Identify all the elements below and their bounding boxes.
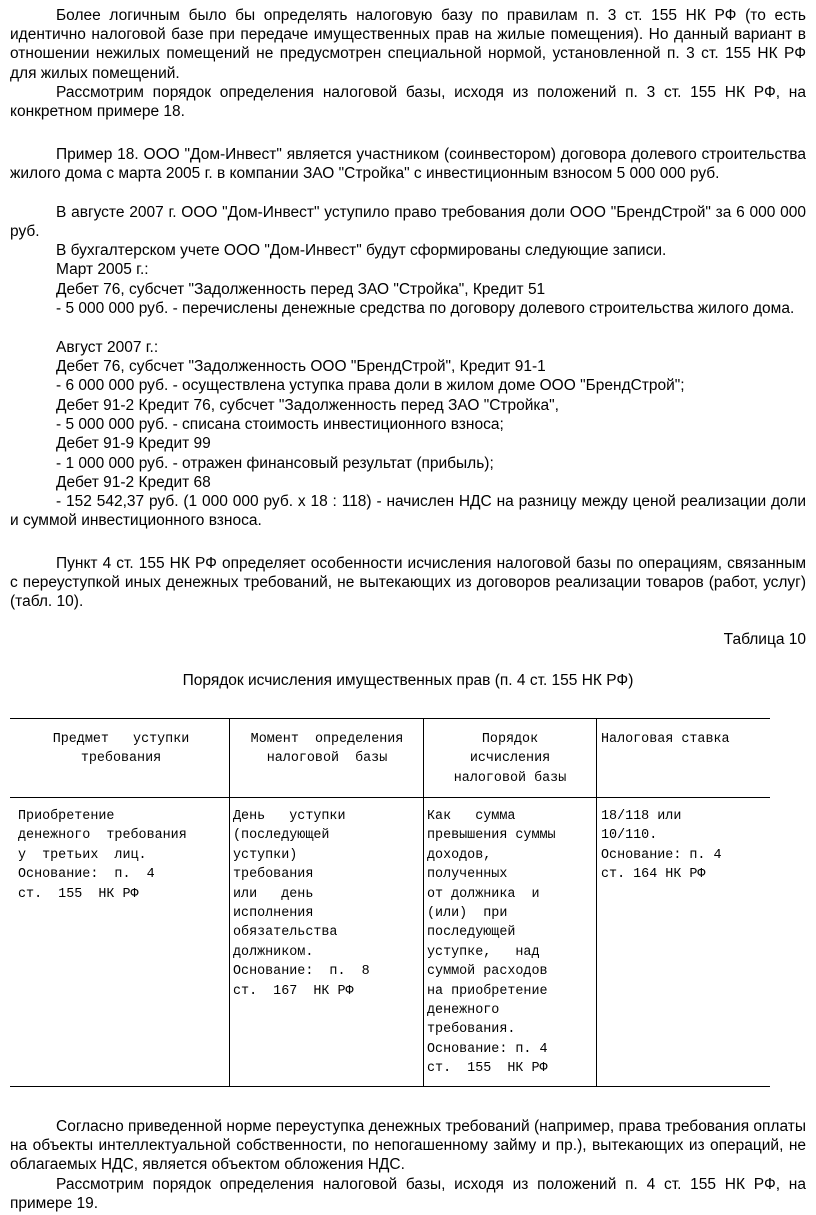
table-cell-subject: Приобретение денежного требования у третьих лиц. Основание: п. 4 ст. 155 НК РФ	[18, 809, 187, 902]
paragraph-according-to-norm: Согласно приведенной норме переуступка денежных требований (например, права требования оплаты на объекты интеллектуальной собственности, по непогашенному займу и пр.), вытекающих из операций, не облагаемых НДС, является объектом обложения НДС.	[10, 1118, 806, 1174]
table-cell-moment: День уступки (последующей уступки) требования или день исполнения обязательства должником. Основание: п. 8 ст. 167 НК РФ	[233, 809, 370, 999]
paragraph-consider-example-19: Рассмотрим порядок определения налоговой базы, исходя из положений п. 4 ст. 155 НК РФ, на примере 19.	[10, 1176, 806, 1213]
table-cell-rate: 18/118 или 10/110. Основание: п. 4 ст. 164 НК РФ	[601, 809, 722, 883]
paragraph-vat-accrued: - 152 542,37 руб. (1 000 000 руб. х 18 : 118) - начислен НДС на разницу между ценой реализации доли и суммой инвестиционного взноса.	[10, 493, 806, 530]
paragraph-august-2007: В августе 2007 г. ООО "Дом-Инвест" уступило право требования доли ООО "БрендСтрой" за 6 000 000 руб.	[10, 204, 806, 241]
paragraph-consider-example-18: Рассмотрим порядок определения налоговой базы, исходя из положений п. 3 ст. 155 НК РФ, на конкретном примере 18.	[10, 84, 806, 121]
line-debit-76-credit-51: Дебет 76, субсчет "Задолженность перед ЗАО "Стройка", Кредит 51	[56, 281, 546, 298]
line-debit-76-credit-91-1: Дебет 76, субсчет "Задолженность ООО "БрендСтрой", Кредит 91-1	[56, 358, 546, 375]
paragraph-5000000-transferred: - 5 000 000 руб. - перечислены денежные средства по договору долевого строительства жилого дома.	[56, 300, 795, 317]
line-5000000-written-off: - 5 000 000 руб. - списана стоимость инвестиционного взноса;	[56, 416, 504, 433]
table-caption: Порядок исчисления имущественных прав (п. 4 ст. 155 НК РФ)	[182, 672, 634, 689]
table-column-divider	[423, 718, 424, 1086]
table-bottom-border	[10, 1086, 770, 1087]
line-debit-91-2-credit-76: Дебет 91-2 Кредит 76, субсчет "Задолженность перед ЗАО "Стройка",	[56, 397, 559, 414]
line-march-2005: Март 2005 г.:	[56, 261, 149, 278]
line-1000000-result: - 1 000 000 руб. - отражен финансовый результат (прибыль);	[56, 455, 494, 472]
line-august-2007: Август 2007 г.:	[56, 339, 159, 356]
table-header-moment: Момент определения налоговой базы	[250, 732, 404, 767]
table-top-border	[10, 718, 770, 719]
table-cell-procedure: Как сумма превышения суммы доходов, полученных от должника и (или) при последующей уступке, над суммой расходов на приобретение денежного требования. Основание: п. 4 ст. 155 НК РФ	[427, 809, 556, 1077]
paragraph-example-18: Пример 18. ООО "Дом-Инвест" является участником (соинвестором) договора долевого строительства жилого дома с марта 2005 г. в компании ЗАО "Стройка" с инвестиционным взносом 5 000 000 руб.	[10, 146, 806, 183]
paragraph-logic: Более логичным было бы определять налоговую базу по правилам п. 3 ст. 155 НК РФ (то есть идентично налоговой базе при передаче имущественных прав на жилые помещения). Но данный вариант в отношении нежилых помещений не предусмотрен специальной нормой, установленной п. 3 ст. 155 НК РФ для жилых помещений.	[10, 7, 806, 82]
table-header-divider	[10, 797, 770, 798]
table-column-divider	[596, 718, 597, 1086]
line-debit-91-2-credit-68: Дебет 91-2 Кредит 68	[56, 474, 211, 491]
table-number: Таблица 10	[723, 631, 806, 648]
table-header-procedure: Порядок исчисления налоговой базы	[453, 732, 567, 786]
table-header-subject: Предмет уступки требования	[52, 732, 190, 767]
line-debit-91-9-credit-99: Дебет 91-9 Кредит 99	[56, 435, 211, 452]
table-header-rate: Налоговая ставка	[601, 732, 730, 747]
line-6000000-assignment: - 6 000 000 руб. - осуществлена уступка права доли в жилом доме ООО "БрендСтрой";	[56, 377, 685, 394]
paragraph-clause-4: Пункт 4 ст. 155 НК РФ определяет особенности исчисления налоговой базы по операциям, связанным с переуступкой иных денежных требований, не вытекающих из договоров реализации товаров (работ, услуг) (табл. 10).	[10, 555, 806, 611]
table-column-divider	[229, 718, 230, 1086]
line-accounting-records: В бухгалтерском учете ООО "Дом-Инвест" будут сформированы следующие записи.	[56, 242, 667, 259]
